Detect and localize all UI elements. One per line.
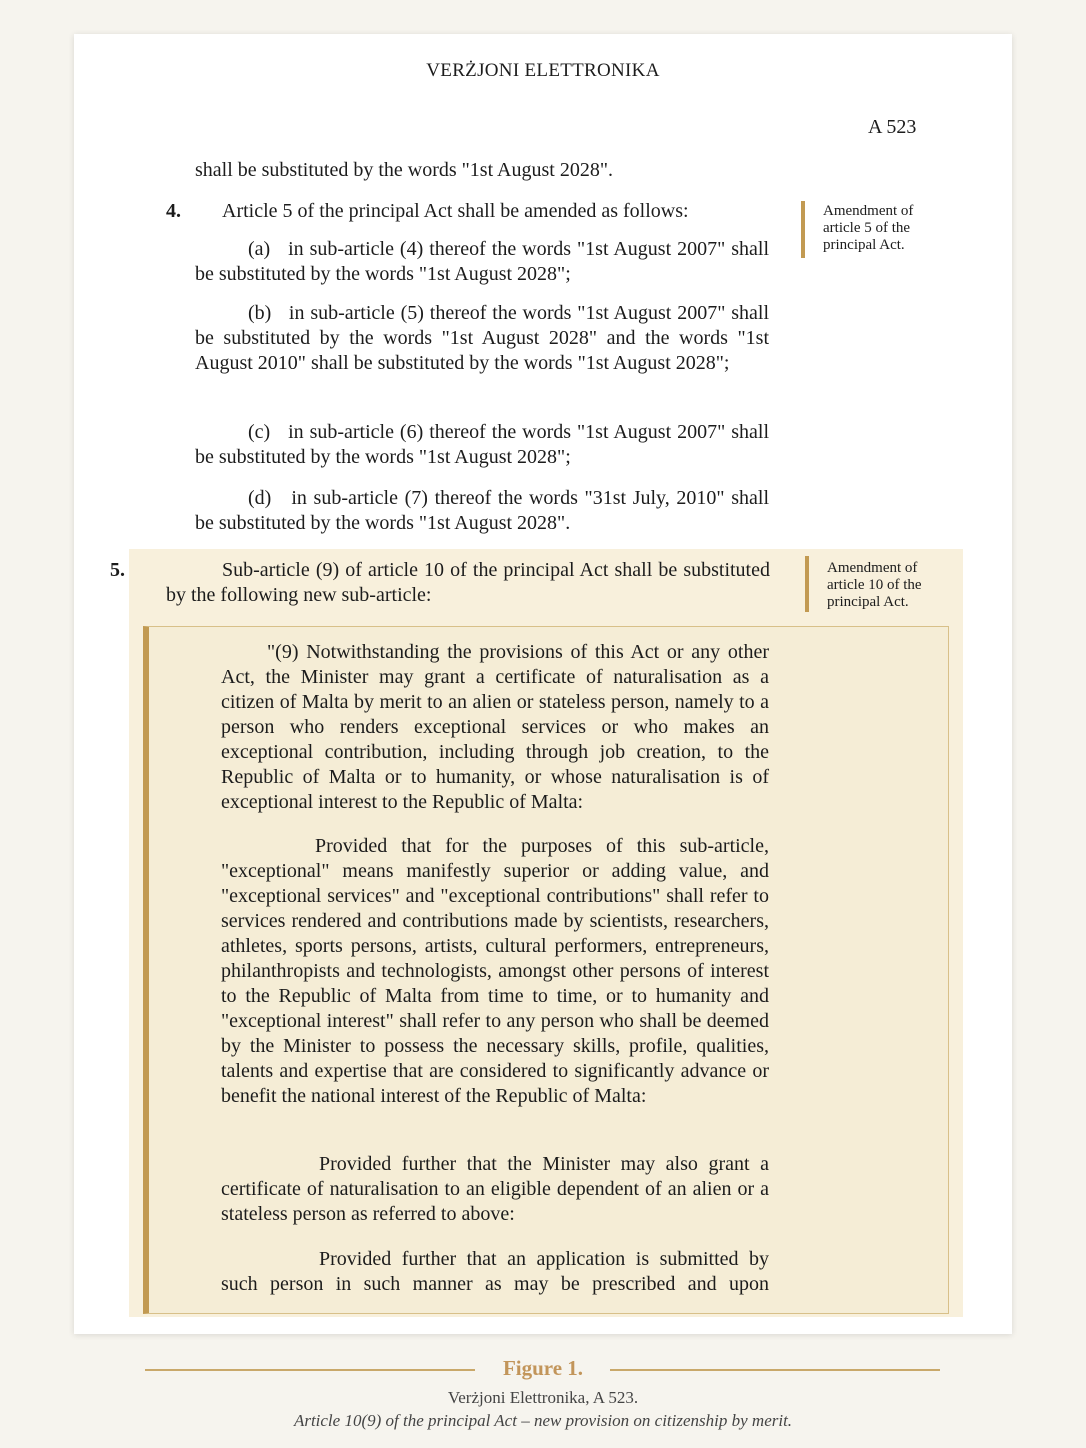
quote-paragraph-2: Provided that for the purposes of this sub-article, "exceptional" means manifestly superior or adding value, and "exceptional services" and "exceptional contributions" shall refer to services rendered and contributions made by scientists, researchers, athletes, sports persons, artists, cultural performers, entrepreneurs, philanthropists and technologists, amongst other persons of interest to the Republic of Malta from time to time, or to humanity and "exceptional interest" shall refer to any person who shall be deemed by the Minister to possess the necessary skills, profile, qualities, talents and expertise that are considered to significantly advance or benefit the national interest of the Republic of Malta: [221,835,769,1107]
figure-title: Figure 1. [502,1356,584,1380]
margin-note-bar [801,201,805,258]
margin-note-line: article 10 of the [827,577,922,593]
figure-description: Article 10(9) of the principal Act – new provision on citizenship by merit. [293,1411,793,1430]
item-text: in sub-article (4) thereof the words "1st August 2007" shall be substituted by the words "1st August 2028"; [195,238,769,285]
section-5-number: 5. [110,559,125,581]
margin-note-line: Amendment of [823,203,914,219]
continuation-line: shall be substituted by the words "1st August 2028". [195,159,613,181]
section-5-intro [110,558,770,608]
item-label: (a) [248,238,271,260]
item-text: in sub-article (7) thereof the words "31st July, 2010" shall be substituted by the words "1st August 2028". [195,487,770,534]
item-text: in sub-article (6) thereof the words "1st August 2007" shall be substituted by the words "1st August 2028"; [195,421,769,468]
section-5-intro-text: Sub-article (9) of article 10 of the principal Act shall be substituted by the following new sub-article: [166,559,770,606]
running-head: VERŻJONI ELETTRONIKA [426,60,660,81]
section-4-item-d [195,486,769,536]
margin-note-line: article 5 of the [823,220,911,236]
quote-paragraph-4: Provided further that an application is submitted by such person in such manner as may be prescribed and upon [221,1248,769,1295]
item-label: (c) [248,421,271,443]
section-4-margin-note [823,203,913,254]
figure-source: Verżjoni Elettronika, A 523. [447,1388,639,1407]
quote-paragraph-1: "(9) Notwithstanding the provisions of this Act or any other Act, the Minister may grant a certificate of naturalisation as a citizen of Malta by merit to an alien or stateless person, namely to a person who renders exceptional services or who makes an exceptional contribution, including through job creation, to the Republic of Malta or to humanity, or whose naturalisation is of exceptional interest to the Republic of Malta: [221,641,769,813]
margin-note-line: principal Act. [827,594,909,610]
section-4-item-b [195,301,769,376]
quote-paragraph-3: Provided further that the Minister may also grant a certificate of naturalisation to an eligible dependent of an alien or a stateless person as referred to above: [221,1153,769,1225]
section-4-intro: Article 5 of the principal Act shall be amended as follows: [222,200,689,222]
item-label: (d) [248,487,272,509]
margin-note-line: principal Act. [823,237,905,253]
section-5-margin-note [827,560,922,611]
margin-note-line: Amendment of [827,560,918,576]
item-text: in sub-article (5) thereof the words "1st August 2007" shall be substituted by the words "1st August 2028" and the words "1st August 2010" shall be substituted by the words "1st August 2028"; [195,302,769,374]
section-4-number: 4. [166,200,181,222]
item-label: (b) [248,302,272,324]
page-number: A 523 [868,116,917,138]
margin-note-bar [805,556,809,612]
section-4-item-a [195,237,769,287]
section-4-item-c [195,420,769,470]
